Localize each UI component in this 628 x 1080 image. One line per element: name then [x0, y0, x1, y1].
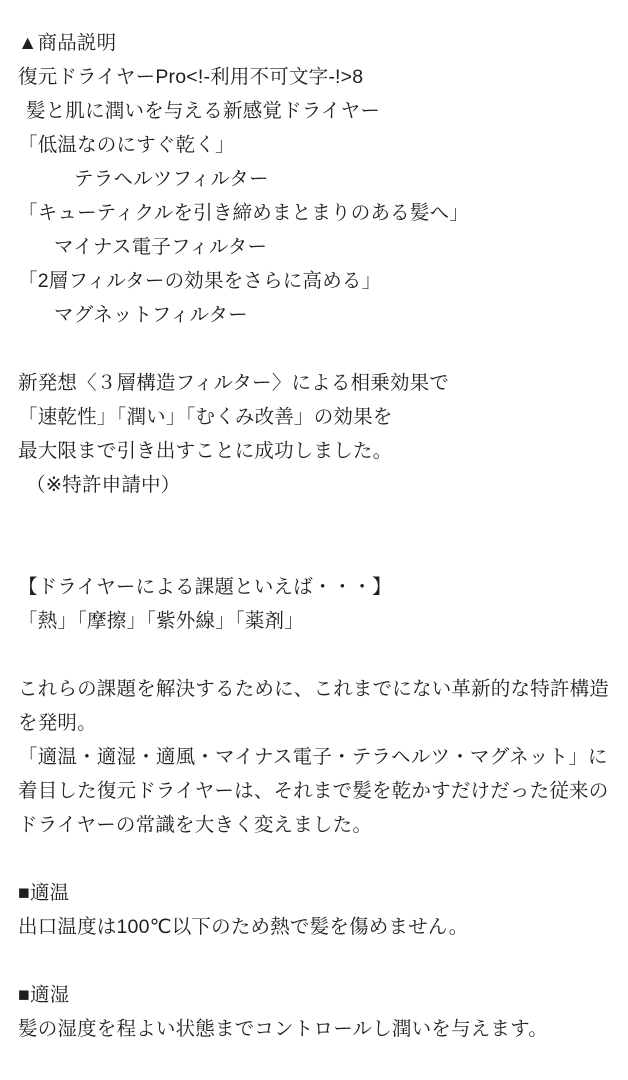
- invention-paragraph: これらの課題を解決するために、これまでにない革新的な特許構造を発明。: [18, 678, 610, 734]
- product-description-body: [18, 26, 610, 1046]
- synergy-line-3: 最大限まで引き出すことに成功しました。: [18, 440, 393, 462]
- subheading-temperature: ■適温: [18, 882, 70, 904]
- synergy-line-2: 「速乾性」「潤い」「むくみ改善」の効果を: [18, 406, 393, 428]
- spacer-1: [18, 332, 610, 366]
- feature-2-quote: 「キューティクルを引き締めまとまりのある髪へ」: [18, 202, 469, 224]
- feature-3-quote: 「2層フィルターの効果をさらに高める」: [18, 270, 382, 292]
- temperature-description: 出口温度は100℃以下のため熱で髪を傷めません。: [18, 916, 469, 938]
- spacer-2: [18, 502, 610, 536]
- spacer-5: [18, 842, 610, 876]
- humidity-description: 髪の湿度を程よい状態までコントロールし潤いを与えます。: [18, 1018, 548, 1040]
- spacer-4: [18, 638, 610, 672]
- spacer-3: [18, 536, 610, 570]
- tagline: 髪と肌に潤いを与える新感覚ドライヤー: [26, 100, 381, 122]
- issues-list: 「熱」「摩擦」「紫外線」「薬剤」: [18, 610, 304, 632]
- feature-3-filter: マグネットフィルター: [54, 304, 248, 326]
- patent-pending-note: （※特許申請中）: [26, 474, 181, 496]
- feature-1-filter: テラヘルツフィルター: [74, 168, 269, 190]
- concept-paragraph: 「適温・適湿・適風・マイナス電子・テラヘルツ・マグネット」に着目した復元ドライヤーは、それまで髪を乾かすだけだった従来のドライヤーの常識を大きく変えました。: [18, 746, 609, 836]
- section-marker-product-description: ▲商品説明: [18, 32, 117, 54]
- subheading-humidity: ■適湿: [18, 984, 70, 1006]
- feature-1-quote: 「低温なのにすぐ乾く」: [18, 134, 235, 156]
- spacer-6: [18, 944, 610, 978]
- feature-2-filter: マイナス電子フィルター: [54, 236, 268, 258]
- synergy-line-1: 新発想〈３層構造フィルター〉による相乗効果で: [18, 372, 450, 394]
- issues-heading: 【ドライヤーによる課題といえば・・・】: [18, 576, 392, 598]
- product-name-line: 復元ドライヤーPro<!-利用不可文字-!>8: [18, 66, 364, 88]
